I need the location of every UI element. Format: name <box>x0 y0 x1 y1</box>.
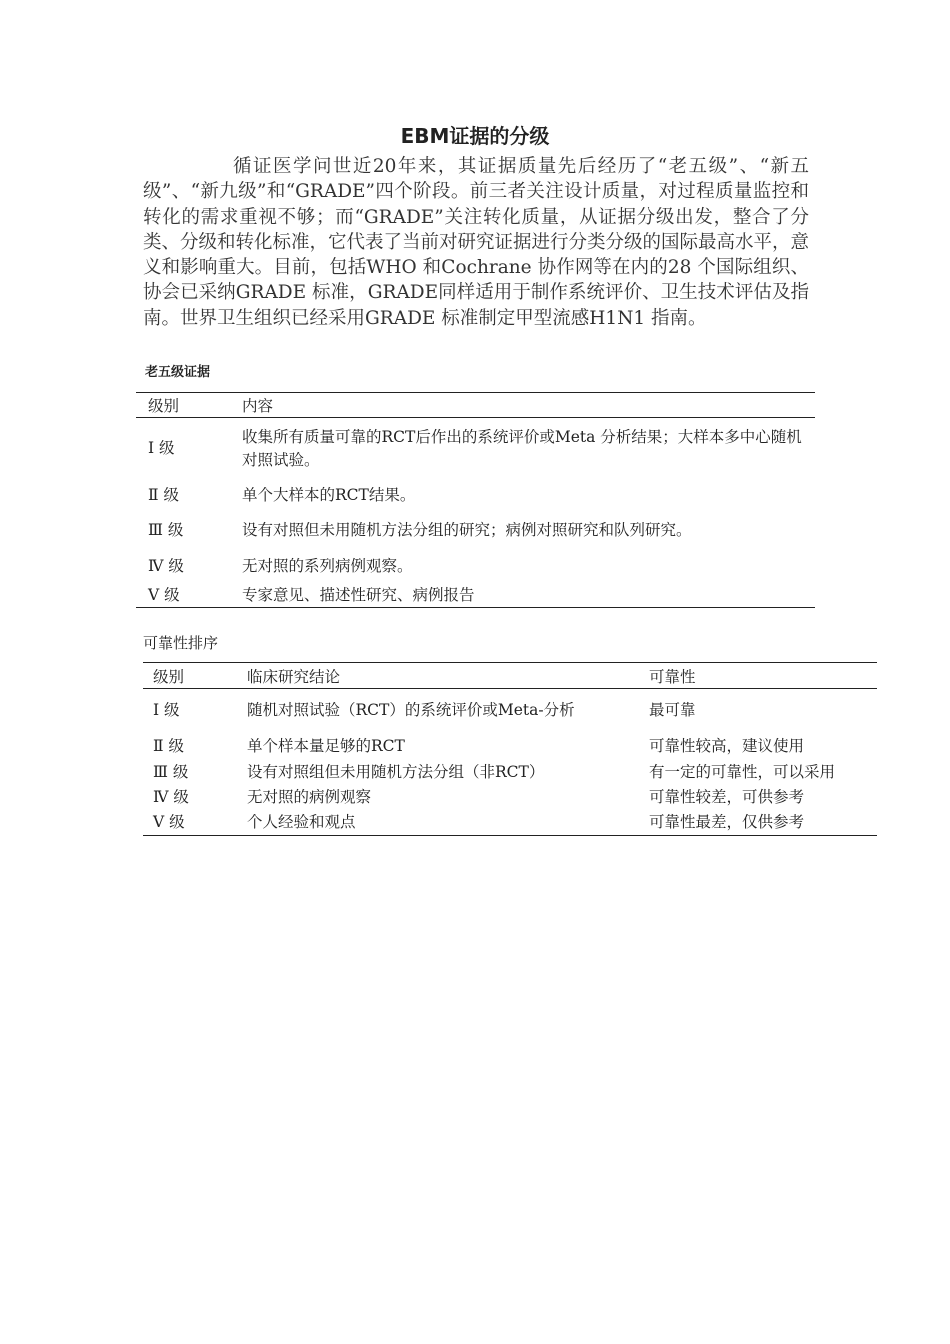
table-row <box>143 733 877 760</box>
header-level: 级别 <box>136 393 242 418</box>
table-header-row <box>143 663 877 689</box>
row-content: 设有对照但未用随机方法分组的研究；病例对照研究和队列研究。 <box>242 521 692 539</box>
header-conclusion: 临床研究结论 <box>247 663 649 689</box>
header-level: 级别 <box>143 663 247 689</box>
row-level: Ⅳ 级 <box>153 787 189 806</box>
row-reliability: 最可靠 <box>649 701 696 720</box>
row-level: Ⅱ 级 <box>153 736 184 755</box>
row-level: Ⅰ 级 <box>148 439 175 458</box>
table-row <box>136 418 815 480</box>
table-row <box>143 760 877 785</box>
table-header-row <box>136 393 815 418</box>
table-row <box>136 584 815 608</box>
row-level: Ⅰ 级 <box>153 701 180 720</box>
header-content: 内容 <box>242 393 815 418</box>
table2-label: 可靠性排序 <box>143 634 219 652</box>
row-level: Ⅲ 级 <box>153 762 189 781</box>
header-reliability: 可靠性 <box>649 663 877 689</box>
row-conclusion: 随机对照试验（RCT）的系统评价或Meta-分析 <box>247 701 575 720</box>
page-title: EBM证据的分级 <box>400 124 550 148</box>
table-row <box>143 810 877 836</box>
row-content: 收集所有质量可靠的RCT后作出的系统评价或Meta 分析结果；大样本多中心随机对照试验。 <box>242 427 802 469</box>
row-conclusion: 设有对照组但未用随机方法分组（非RCT） <box>247 762 545 781</box>
row-level: Ⅴ 级 <box>148 585 180 604</box>
row-conclusion: 个人经验和观点 <box>247 812 356 831</box>
row-content: 单个大样本的RCT结果。 <box>242 486 416 504</box>
table-row <box>136 512 815 550</box>
intro-paragraph: 循证医学问世近20年来，其证据质量先后经历了“老五级”、“新五级”、“新九级”和“GRADE”四个阶段。前三者关注设计质量，对过程质量监控和转化的需求重视不够；而“GRADE”关注转化质量，从证据分级出发，整合了分类、分级和转化标准，它代表了当前对研究证据进行分类分级的国际最高水平，意义和影响重大。目前，包括WHO 和Cochrane 协作网等在内的28 个国际组织、协会已采纳GRADE 标准，GRADE同样适用于制作系统评价、卫生技术评估及指南。世界卫生组织已经采用GRADE 标准制定甲型流感H1N1 指南。 <box>143 156 810 329</box>
table-row <box>143 689 877 733</box>
table-row <box>136 550 815 584</box>
row-level: Ⅳ 级 <box>148 557 184 575</box>
row-content: 专家意见、描述性研究、病例报告 <box>242 585 475 604</box>
row-conclusion: 无对照的病例观察 <box>247 787 372 806</box>
old-five-level-evidence-table <box>136 392 815 608</box>
table-row <box>136 480 815 512</box>
row-reliability: 可靠性较高，建议使用 <box>649 736 805 755</box>
row-reliability: 可靠性较差，可供参考 <box>649 787 805 806</box>
row-level: Ⅱ 级 <box>148 486 179 504</box>
row-conclusion: 单个样本量足够的RCT <box>247 736 405 755</box>
reliability-ranking-table <box>143 662 877 836</box>
row-level: Ⅴ 级 <box>153 812 185 831</box>
table1-label: 老五级证据 <box>145 365 211 380</box>
table-row <box>143 785 877 810</box>
row-reliability: 有一定的可靠性，可以采用 <box>649 762 836 781</box>
row-content: 无对照的系列病例观察。 <box>242 557 413 575</box>
row-reliability: 可靠性最差，仅供参考 <box>649 812 805 831</box>
row-level: Ⅲ 级 <box>148 521 184 539</box>
